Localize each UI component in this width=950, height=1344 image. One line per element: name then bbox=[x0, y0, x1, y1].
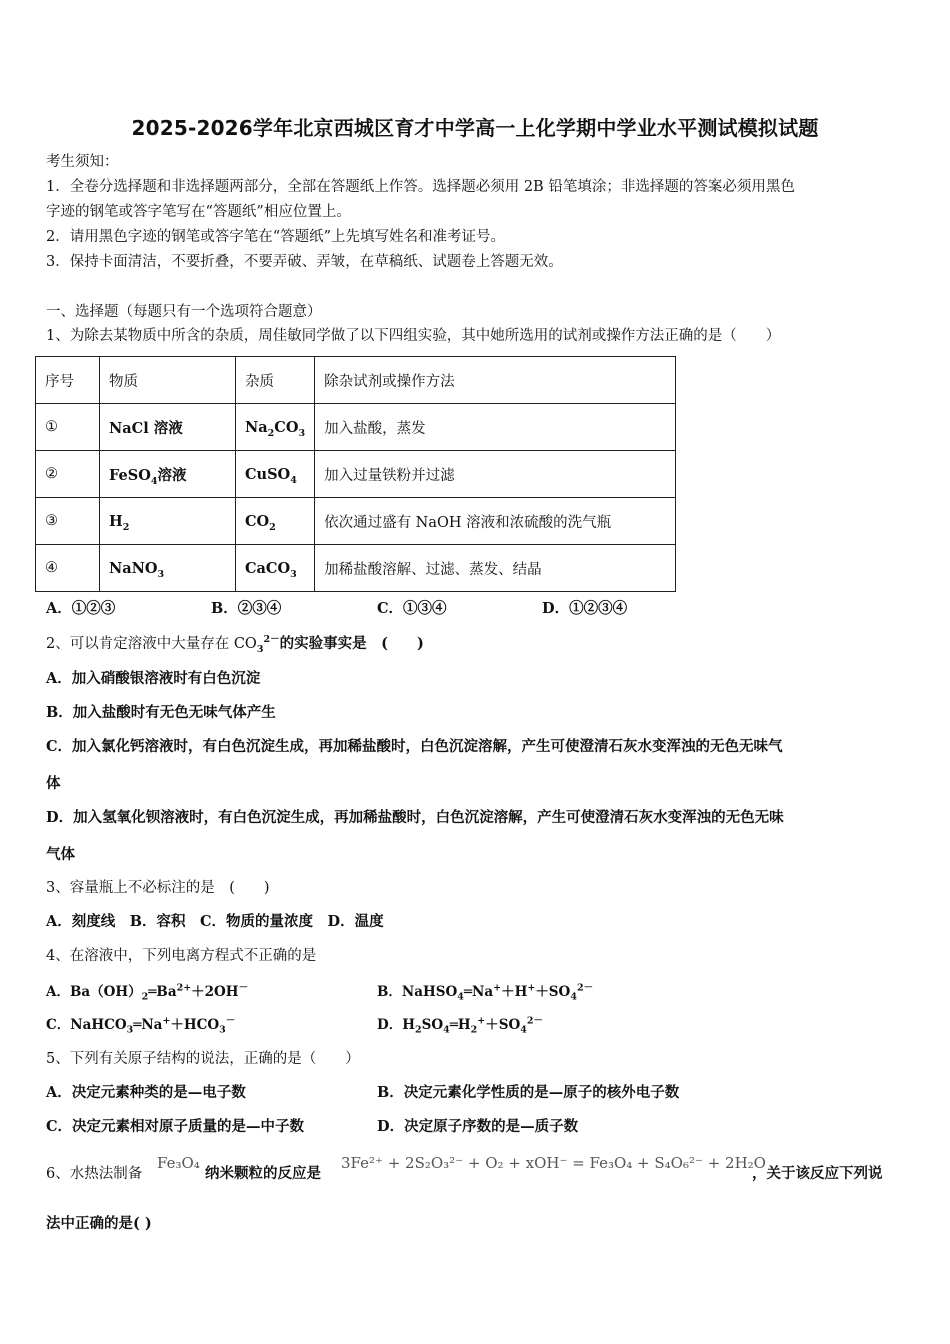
q5-stem: 5、下列有关原子结构的说法，正确的是（ ） bbox=[46, 1051, 360, 1067]
q4-option-a: A．$Ba(OH)_2═Ba^{2+}+2OH^-$ bbox=[46, 982, 249, 1003]
q6-stem-d: 法中正确的是( ) bbox=[46, 1215, 152, 1232]
notice-line-2: 2．请用黑色字迹的钢笔或答字笔在“答题纸”上先填写姓名和准考证号。 bbox=[46, 229, 506, 245]
q1-option-c: C．①③④ bbox=[377, 600, 447, 617]
notice-heading: 考生须知： bbox=[46, 154, 119, 170]
row-method: 加入盐酸，蒸发 bbox=[315, 404, 676, 451]
row-method: 加入过量铁粉并过滤 bbox=[315, 451, 676, 498]
row-no: ③ bbox=[36, 498, 100, 545]
table-header-row bbox=[36, 357, 676, 404]
row-no: ② bbox=[36, 451, 100, 498]
row-substance: $H_2$ bbox=[100, 498, 236, 545]
row-impurity: $CO_2$ bbox=[236, 498, 315, 545]
q1-option-b: B．②③④ bbox=[211, 600, 282, 617]
table-row bbox=[36, 451, 676, 498]
q3-stem: 3、容量瓶上不必标注的是 ( ) bbox=[46, 880, 270, 896]
header-impurity: 杂质 bbox=[236, 357, 315, 404]
q5-option-a: A．决定元素种类的是—电子数 bbox=[46, 1084, 246, 1101]
page-title: 2025-2026学年北京西城区育才中学高一上化学期中学业水平测试模拟试题 bbox=[131, 116, 819, 140]
q6-reaction-equation: 3Fe²⁺ + 2S₂O₃²⁻ + O₂ + xOH⁻ = Fe₃O₄ + S₄O₆²⁻ + 2H₂O bbox=[341, 1154, 766, 1172]
notice-line-3: 3．保持卡面清洁，不要折叠，不要弄破、弄皱，在草稿纸、试题卷上答题无效。 bbox=[46, 254, 563, 270]
q1-table bbox=[35, 356, 676, 592]
q4-option-c: C．$NaHCO_3═Na^++HCO_3^-$ bbox=[46, 1015, 236, 1036]
row-impurity: CaCO$_3$ bbox=[236, 545, 315, 592]
section-heading: 一、选择题（每题只有一个选项符合题意） bbox=[46, 304, 322, 320]
q5-option-d: D．决定原子序数的是—质子数 bbox=[377, 1118, 579, 1135]
q1-option-d: D．①②③④ bbox=[542, 600, 628, 617]
row-impurity: CuSO$_4$ bbox=[236, 451, 315, 498]
table-row bbox=[36, 498, 676, 545]
header-no: 序号 bbox=[36, 357, 100, 404]
q1-option-a: A．①②③ bbox=[46, 600, 116, 617]
q4-option-d: D．$H_2SO_4═H_2^++SO_4^{2-}$ bbox=[377, 1015, 543, 1036]
row-no: ④ bbox=[36, 545, 100, 592]
q2-option-b: B．加入盐酸时有无色无味气体产生 bbox=[46, 704, 276, 721]
q6-stem-b: 纳米颗粒的反应是 bbox=[205, 1165, 321, 1182]
table-row bbox=[36, 545, 676, 592]
notice-line-1b: 字迹的钢笔或答字笔写在“答题纸”相应位置上。 bbox=[46, 204, 351, 220]
table-row bbox=[36, 404, 676, 451]
header-substance: 物质 bbox=[100, 357, 236, 404]
row-method: 依次通过盛有 NaOH 溶液和浓硫酸的洗气瓶 bbox=[315, 498, 676, 545]
row-substance: NaCl 溶液 bbox=[100, 404, 236, 451]
row-substance: NaNO$_3$ bbox=[100, 545, 236, 592]
q2-option-d-cont: 气体 bbox=[46, 846, 75, 863]
q5-option-b: B．决定元素化学性质的是—原子的核外电子数 bbox=[377, 1084, 680, 1101]
row-method: 加稀盐酸溶解、过滤、蒸发、结晶 bbox=[315, 545, 676, 592]
q4-option-b: B．$NaHSO_4═Na^++H^++SO_4^{2-}$ bbox=[377, 982, 594, 1003]
row-impurity: $Na_2CO_3$ bbox=[236, 404, 315, 451]
q2-option-c-cont: 体 bbox=[46, 775, 61, 792]
q2-stem: 2、可以肯定溶液中大量存在 $CO_3^{2-}$的实验事实是 ( ) bbox=[46, 634, 424, 655]
q6-formula-fe3o4: Fe₃O₄ bbox=[157, 1154, 200, 1172]
q4-stem: 4、在溶液中，下列电离方程式不正确的是 bbox=[46, 948, 317, 964]
q5-option-c: C．决定元素相对原子质量的是—中子数 bbox=[46, 1118, 305, 1135]
header-method: 除杂试剂或操作方法 bbox=[315, 357, 676, 404]
q1-stem: 1、为除去某物质中所含的杂质，周佳敏同学做了以下四组实验，其中她所选用的试剂或操作方法正确的是（ ） bbox=[46, 328, 781, 344]
q3-options: A．刻度线 B．容积 C．物质的量浓度 D．温度 bbox=[46, 913, 384, 930]
q2-option-d: D．加入氢氧化钡溶液时，有白色沉淀生成，再加稀盐酸时，白色沉淀溶解，产生可使澄清石灰水变浑浊的无色无味 bbox=[46, 809, 784, 826]
notice-line-1a: 1．全卷分选择题和非选择题两部分，全部在答题纸上作答。选择题必须用 2B 铅笔填涂；非选择题的答案必须用黑色 bbox=[46, 179, 795, 195]
q6-stem-c: ，关于该反应下列说 bbox=[752, 1165, 883, 1182]
row-no: ① bbox=[36, 404, 100, 451]
row-substance: FeSO$_4$溶液 bbox=[100, 451, 236, 498]
q6-stem-a: 6、水热法制备 bbox=[46, 1166, 143, 1182]
q2-option-c: C．加入氯化钙溶液时，有白色沉淀生成，再加稀盐酸时，白色沉淀溶解，产生可使澄清石灰水变浑浊的无色无味气 bbox=[46, 738, 783, 755]
q2-option-a: A．加入硝酸银溶液时有白色沉淀 bbox=[46, 670, 261, 687]
